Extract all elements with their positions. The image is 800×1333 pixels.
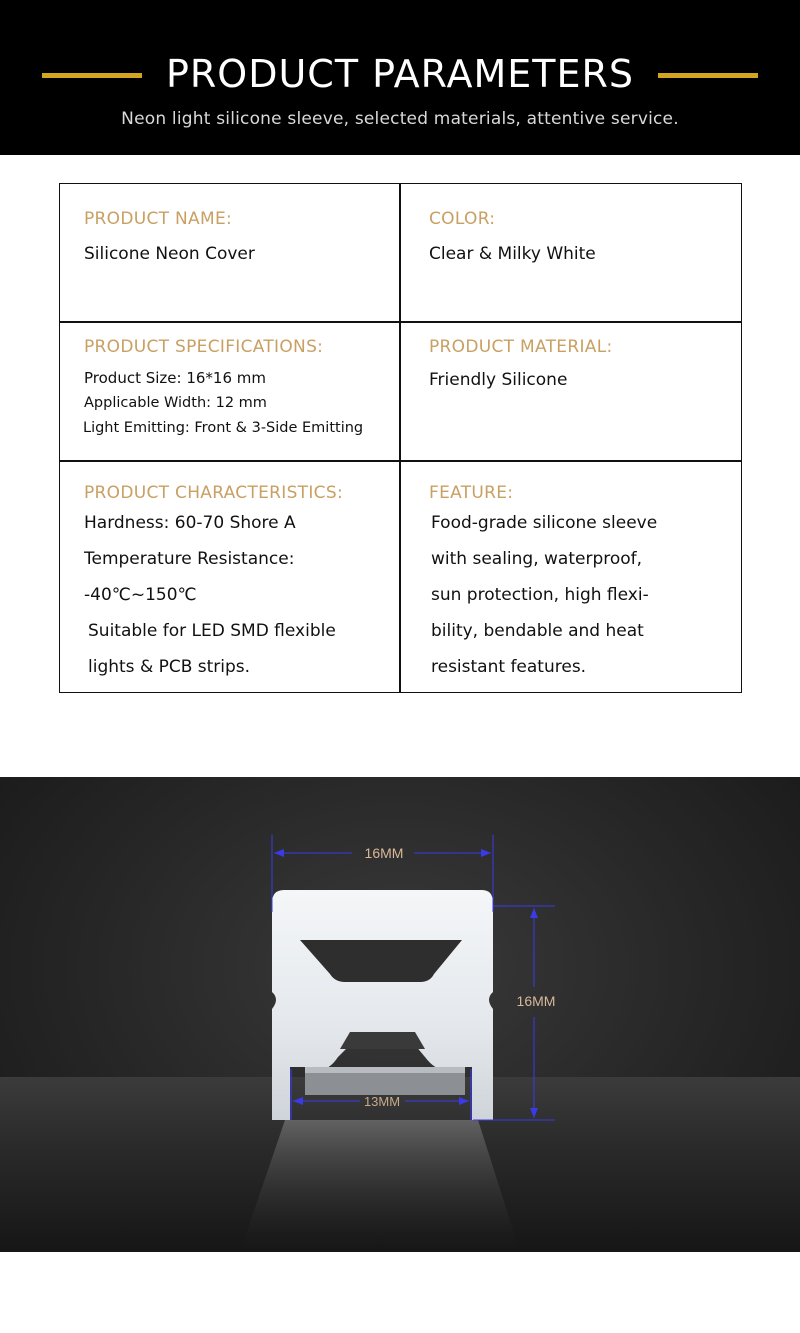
characteristics-label: PRODUCT CHARACTERISTICS: (84, 483, 343, 503)
dim-width-arrow-right (481, 849, 491, 857)
feature-line: bility, bendable and heat (431, 621, 644, 641)
dim-inner-arrow-right (459, 1097, 469, 1105)
specifications-label: PRODUCT SPECIFICATIONS: (84, 337, 324, 357)
product-photo (0, 777, 800, 1252)
feature-line: Food-grade silicone sleeve (431, 513, 658, 533)
spec-line: Light Emitting: Front & 3-Side Emitting (83, 420, 364, 436)
material-value: Friendly Silicone (429, 370, 568, 390)
characteristic-line: lights & PCB strips. (88, 657, 251, 677)
characteristic-line: -40℃~150℃ (84, 585, 197, 605)
dim-inner-label: 13MM (363, 1094, 401, 1109)
characteristic-line: Temperature Resistance: (84, 549, 295, 569)
header-bar-right (658, 73, 758, 78)
page-subtitle: Neon light silicone sleeve, selected materials, attentive service. (121, 109, 679, 129)
characteristic-line: Hardness: 60-70 Shore A (84, 513, 296, 533)
dimension-diagram (0, 777, 800, 1252)
page-title: PRODUCT PARAMETERS (165, 52, 634, 96)
product-name-value: Silicone Neon Cover (84, 244, 255, 264)
feature-line: resistant features. (431, 657, 587, 677)
cell-feature (429, 482, 657, 678)
dim-height-label: 16MM (516, 993, 556, 1009)
cell-characteristics (84, 482, 343, 678)
dim-height-arrow-bottom (530, 1108, 538, 1118)
profile-middle-slot (340, 1032, 425, 1049)
table-divider-vertical (399, 184, 401, 692)
characteristic-line: Suitable for LED SMD flexible (88, 621, 336, 641)
cell-product-name (84, 208, 255, 265)
product-reflection (240, 1120, 520, 1252)
led-strip-highlight (305, 1067, 465, 1073)
feature-line: sun protection, high flexi- (431, 585, 649, 605)
table-divider-row1 (60, 321, 741, 323)
dim-height-arrow-top (530, 908, 538, 918)
product-name-label: PRODUCT NAME: (84, 209, 233, 229)
dim-width-arrow-left (274, 849, 284, 857)
cell-material (429, 336, 613, 391)
spec-line: Applicable Width: 12 mm (84, 395, 267, 411)
page-header (0, 0, 800, 155)
table-divider-row2 (60, 460, 741, 462)
feature-line: with sealing, waterproof, (431, 549, 643, 569)
cell-color (429, 208, 596, 265)
color-label: COLOR: (429, 209, 496, 229)
dim-inner-arrow-left (293, 1097, 303, 1105)
color-value: Clear & Milky White (429, 244, 596, 264)
dim-width-label: 16MM (364, 845, 404, 861)
cell-specifications (84, 336, 399, 438)
spec-line: Product Size: 16*16 mm (84, 369, 266, 387)
feature-label: FEATURE: (429, 483, 514, 503)
parameters-table (59, 183, 742, 693)
material-label: PRODUCT MATERIAL: (429, 337, 613, 357)
